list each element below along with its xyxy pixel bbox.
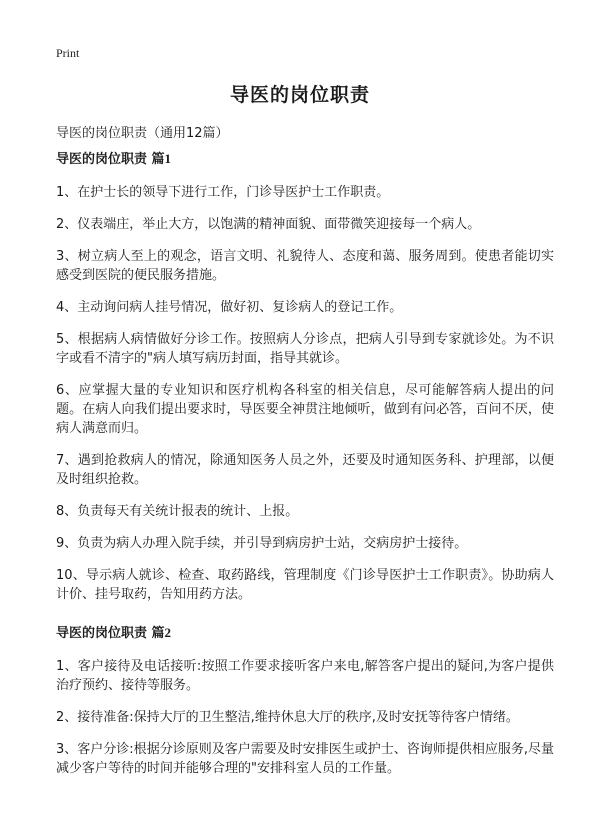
duty-paragraph: 2、接待准备:保持大厅的卫生整洁,维持休息大厅的秩序,及时安抚等待客户情绪。 bbox=[56, 710, 519, 725]
duty-paragraph: 1、客户接待及电话接听:按照工作要求接听客户来电,解答客户提出的疑问,为客户提供治疗预约、接待等服务。 bbox=[56, 659, 554, 693]
page-title: 导医的岗位职责 bbox=[229, 84, 370, 106]
duty-paragraph: 10、导示病人就诊、检查、取药路线，管理制度《门诊导医护士工作职责》。协助病人计价、挂号取药，告知用药方法。 bbox=[56, 568, 554, 602]
section-heading-text: 导医的岗位职责 篇 bbox=[56, 626, 165, 641]
duty-paragraph: 3、客户分诊:根据分诊原则及客户需要及时安排医生或护士、咨询师提供相应服务,尽量减少客户等待的时间并能够合理的"安排科室人员的工作量。 bbox=[56, 742, 554, 776]
duty-paragraph: 7、遇到抢救病人的情况，除通知医务人员之外，还要及时通知医务科、护理部，以便及时组织抢救。 bbox=[56, 453, 554, 487]
section-heading-text: 导医的岗位职责 篇 bbox=[56, 152, 165, 167]
print-label: Print bbox=[56, 46, 80, 60]
duty-paragraph: 8、负责每天有关统计报表的统计、上报。 bbox=[56, 504, 299, 519]
section-heading-number: 1 bbox=[164, 151, 172, 166]
document-subtitle: 导医的岗位职责（通用12篇） bbox=[56, 126, 229, 141]
section-1 bbox=[56, 150, 554, 604]
section-heading bbox=[56, 150, 554, 169]
duty-paragraph: 9、负责为病人办理入院手续，并引导到病房护士站，交病房护士接待。 bbox=[56, 536, 468, 551]
duty-paragraph: 4、主动询问病人挂号情况，做好初、复诊病人的登记工作。 bbox=[56, 300, 403, 315]
duty-paragraph: 1、在护士长的领导下进行工作，门诊导医护士工作职责。 bbox=[56, 185, 390, 200]
section-2 bbox=[56, 624, 554, 778]
section-heading-number: 2 bbox=[164, 625, 172, 640]
duty-paragraph: 3、树立病人至上的观念，语言文明、礼貌待人、态度和蔼、服务周到。使患者能切实感受到医院的便民服务措施。 bbox=[56, 249, 554, 283]
duty-paragraph: 5、根据病人病情做好分诊工作。按照病人分诊点，把病人引导到专家就诊处。为不识字或看不清字的"病人填写病历封面，指导其就诊。 bbox=[56, 332, 554, 366]
document-body bbox=[56, 150, 554, 791]
duty-paragraph: 2、仪表端庄，举止大方，以饱满的精神面貌、面带微笑迎接每一个病人。 bbox=[56, 217, 481, 232]
duty-paragraph: 6、应掌握大量的专业知识和医疗机构各科室的相关信息，尽可能解答病人提出的问题。在病人向我们提出要求时，导医要全神贯注地倾听，做到有问必答，百问不厌，使病人满意而归。 bbox=[56, 383, 554, 436]
section-heading bbox=[56, 624, 554, 643]
